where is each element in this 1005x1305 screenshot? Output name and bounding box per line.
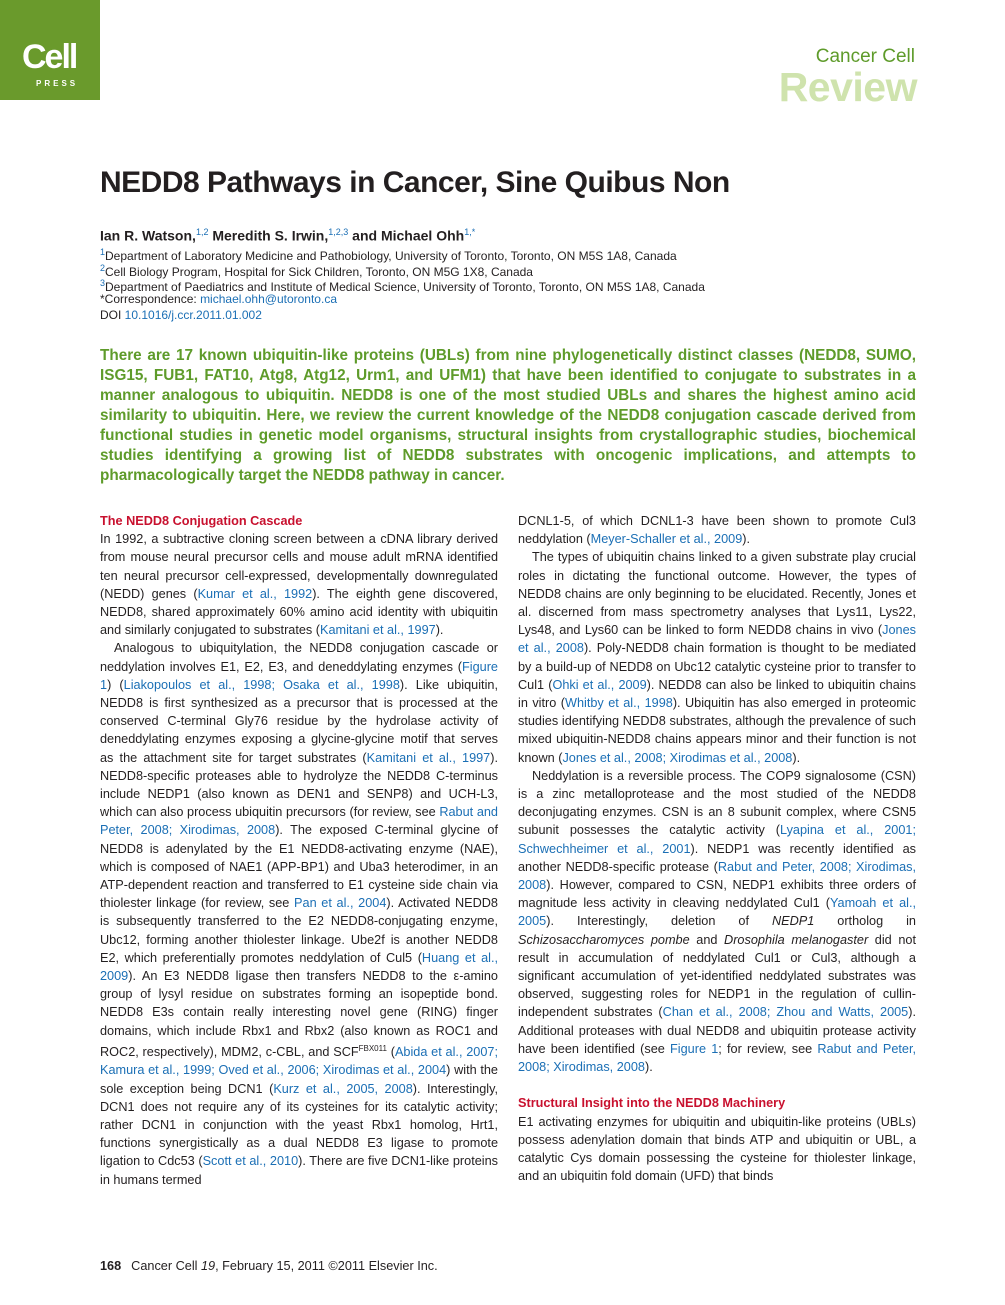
article-title: NEDD8 Pathways in Cancer, Sine Quibus Non [100, 166, 730, 199]
logo-press: PRESS [36, 79, 79, 88]
doi: DOI 10.1016/j.ccr.2011.01.002 [100, 308, 262, 322]
affiliation: $^1$Department of Laboratory Medicine and Pathobiology, University of Toronto, Toronto, ON M5S 1A8, Canada [100, 247, 677, 263]
citation-link[interactable]: Rabut and Peter, 2008; Xirodimas, 2008 [518, 859, 916, 893]
section-heading: The NEDD8 Conjugation Cascade [100, 514, 303, 528]
page-number: 168 [100, 1259, 122, 1273]
paragraph: In 1992, a subtractive cloning screen between a cDNA library derived from mouse neural precursor cells and mouse adult mRNA identified ten neural precursor cell-expressed, developmentally downregulated (NEDD) genes (Kumar et al., 1992). The eighth gene discovered, NEDD8, shared approximately 60% amino acid identity with ubiquitin and similarly conjugated to substrates (Kamitani et al., 1997). [100, 532, 498, 638]
citation-link[interactable]: Whitby et al., 1998 [564, 696, 673, 711]
author-name: Meredith S. Irwin, [208, 227, 329, 244]
logo-word: Cell [22, 38, 77, 76]
right-column [518, 512, 916, 1185]
paragraph: The types of ubiquitin chains linked to a given substrate play crucial roles in dictating the functional outcome. However, the types of NEDD8 chains are only beginning to be elucidated. Recently, Jones et al. discerned from mass spectrometry analyses that Lys11, Lys22, Lys48, and Lys60 can be linked to form NEDD8 chains in vivo (Jones et al., 2008). Poly-NEDD8 chain formation is thought to be mediated by a build-up of NEDD8 on Ubc12 catalytic cysteine prior to transfer to Cul1 (Ohki et al., 2009). NEDD8 can also be linked to ubiquitin chains in vitro (Whitby et al., 1998). Ubiquitin has also emerged in proteomic studies identifying NEDD8 substrates, although the prevalence of such mixed ubiquitin-NEDD8 chains appears minor and their function is not known (Jones et al., 2008; Xirodimas et al., 2008). [518, 550, 916, 765]
citation-link[interactable]: Huang et al., 2009 [100, 950, 498, 984]
citation-link[interactable]: Jones et al., 2008; Xirodimas et al., 2008 [562, 750, 793, 765]
author-list [100, 227, 475, 244]
citation-link[interactable]: Liakopoulos et al., 1998; Osaka et al., 1998 [123, 677, 400, 692]
citation-link[interactable]: Rabut and Peter, 2008; Xirodimas, 2008 [518, 1041, 916, 1075]
citation-link[interactable]: Meyer-Schaller et al., 2009 [590, 532, 743, 547]
section-heading: Structural Insight into the NEDD8 Machinery [518, 1096, 786, 1111]
citation-link[interactable]: Rabut and Peter, 2008; Xirodimas, 2008 [100, 805, 498, 838]
paragraph: Analogous to ubiquitylation, the NEDD8 conjugation cascade or neddylation involves E1, E2, E3, and deneddylating enzymes (Figure 1) (Liakopoulos et al., 1998; Osaka et al., 1998). Like ubiquitin, NEDD8 is first synthesized as a precursor that is processed at the conserved C-terminal Gly76 residue by the hydrolase activity of deneddylating enzymes exposing a glycine-glycine motif that serves as the attachment site for target substrates (Kamitani et al., 1997). NEDD8-specific proteases able to hydrolyze the NEDD8 C-terminus include NEDP1 (also known as DEN1 and SENP8) and UCH-L3, which can also process ubiquitin precursors (for review, see Rabut and Peter, 2008; Xirodimas, 2008). The exposed C-terminal glycine of NEDD8 is adenylated by the E1 NEDD8-activating enzyme (NAE), which is composed of NAE1 (APP-BP1) and Uba3 heterodimer, in an ATP-dependent reaction and transferred to E1 cysteine side chain via thiolester linkage (for review, see Pan et al., 2004). Activated NEDD8 is subsequently transferred to the E2 NEDD8-conjugating enzyme, Ubc12, forming another thiolester linkage. Ube2f is another NEDD8 E2, which preferentially promotes neddylation of Cul5 (Huang et al., 2009). An E3 NEDD8 ligase then transfers NEDD8 to the ε-amino group of lysyl residue on substrates forming an isopeptide bond. NEDD8 E3s contain really interesting novel gene (RING) finger domains, which include Rbx1 and Rbx2 (also known as ROC1 and ROC2, respectively), MDM2, c-CBL, and $SCF^{FBX011}$ (Abida et al., 2007; Kamura et al., 1999; Oved et al., 2006; Xirodimas et al., 2004) with the sole exception being DCN1 (Kurz et al., 2005, 2008). Interestingly, DCN1 does not require any of its cysteines for its catalytic activity; rather DCN1 in conjunction with the yeast Rbx1 homolog, Hrt1, functions synergistically as a dual NEDD8 E3 ligase to promote ligation to Cdc53 (Scott et al., 2010). There are five DCN1-like proteins in humans termed [100, 641, 499, 1187]
footer-volume: 19 [200, 1259, 216, 1273]
citation-link[interactable]: Pan et al., 2004 [294, 896, 387, 911]
figure-link[interactable]: Figure 1 [100, 659, 498, 692]
paragraph: Neddylation is a reversible process. The COP9 signalosome (CSN) is a zinc metalloprotease and the most studied of the NEDD8 deconjugating enzymes. CSN is an 8 subunit complex, where CSN5 subunit possesses the catalytic activity (Lyapina et al., 2001; Schwechheimer et al., 2001). NEDP1 was recently identified as another NEDD8-specific protease (Rabut and Peter, 2008; Xirodimas, 2008). However, compared to CSN, NEDP1 exhibits three orders of magnitude less activity in cleaving neddylated Cul1 (Yamoah et al., 2005). Interestingly, deletion of NEDP1 ortholog in Schizosaccharomyces pombe and Drosophila melanogaster did not result in accumulation of neddylated Cul1 or Cul3, although a significant accumulation of yet-identified neddylated substrates was observed, suggesting roles for NEDP1 in the regulation of cullin-independent substrates (Chan et al., 2008; Zhou and Watts, 2005). Additional proteases with dual NEDD8 and ubiquitin protease activity have been identified (see Figure 1; for review, see Rabut and Peter, 2008; Xirodimas, 2008). [518, 768, 917, 1075]
left-column [100, 512, 498, 1189]
author-affil-sup: 1,2,3 [328, 227, 349, 237]
cell-press-logo [0, 0, 100, 100]
author-affil-sup: 1,2 [195, 227, 209, 237]
section-label: Review [778, 64, 917, 110]
citation-link[interactable]: Chan et al., 2008; Zhou and Watts, 2005 [662, 1005, 909, 1020]
author-name: Ian R. Watson, [100, 227, 196, 244]
doi-link[interactable]: 10.1016/j.ccr.2011.01.002 [124, 308, 262, 322]
citation-link[interactable]: Jones et al., 2008 [518, 623, 916, 656]
journal-name: Cancer Cell [815, 46, 915, 67]
paragraph: DCNL1-5, of which DCNL1-3 have been shown to promote Cul3 neddylation (Meyer-Schaller et al., 2009). [518, 514, 916, 547]
citation-link[interactable]: Kumar et al., 1992 [197, 586, 313, 601]
citation-link[interactable]: Lyapina et al., 2001; Schwechheimer et al., 2001 [518, 823, 917, 856]
citation-link[interactable]: Kurz et al., 2005, 2008 [273, 1081, 413, 1096]
citation-link[interactable]: Abida et al., 2007; Kamura et al., 1999; Oved et al., 2006; Xirodimas et al., 2004 [100, 1045, 498, 1078]
email-link[interactable]: michael.ohh@utoronto.ca [200, 292, 337, 306]
citation-link[interactable]: Scott et al., 2010 [202, 1154, 299, 1169]
author-affil-sup: 1,* [464, 227, 476, 237]
correspondence: *Correspondence: michael.ohh@utoronto.ca [100, 292, 337, 306]
affiliation: $^2$Cell Biology Program, Hospital for Sick Children, Toronto, ON M5G 1X8, Canada [100, 263, 533, 279]
page-footer [100, 1259, 438, 1273]
affiliation: $^3$Department of Paediatrics and Institute of Medical Science, University of Toronto, Toronto, ON M5S 1A8, Canada [100, 278, 705, 294]
author-name: and Michael Ohh [348, 227, 465, 244]
figure-link[interactable]: Figure 1 [670, 1041, 719, 1056]
citation-link[interactable]: Ohki et al., 2009 [552, 677, 647, 692]
citation-link[interactable]: Yamoah et al., 2005 [518, 896, 916, 929]
paragraph: E1 activating enzymes for ubiquitin and ubiquitin-like proteins (UBLs) possess adenylation domain that binds ATP and ubiquitin or UBL, a catalytic Cys domain possessing the cysteine for thiolester linkage, and an ubiquitin fold domain (UFD) that binds [518, 1114, 916, 1184]
footer-journal: Cancer Cell [131, 1259, 201, 1273]
footer-date: , February 15, 2011 ©2011 Elsevier Inc. [215, 1259, 438, 1273]
abstract: There are 17 known ubiquitin-like proteins (UBLs) from nine phylogenetically distinct classes (NEDD8, SUMO, ISG15, FUB1, FAT10, Atg8, Atg12, Urm1, and UFM1) that have been identified to conjugate to substrates in a manner analogous to ubiquitin. NEDD8 is one of the most studied UBLs and shares the highest amino acid similarity to ubiquitin. Here, we review the current knowledge of the NEDD8 conjugation cascade derived from functional studies in genetic model organisms, structural insights from crystallographic studies, biochemical studies identifying a growing list of NEDD8 substrates with oncogenic implications, and attempts to pharmacologically target the NEDD8 pathway in cancer. [100, 347, 916, 484]
citation-link[interactable]: Kamitani et al., 1997 [366, 750, 491, 765]
citation-link[interactable]: Kamitani et al., 1997 [320, 623, 436, 638]
